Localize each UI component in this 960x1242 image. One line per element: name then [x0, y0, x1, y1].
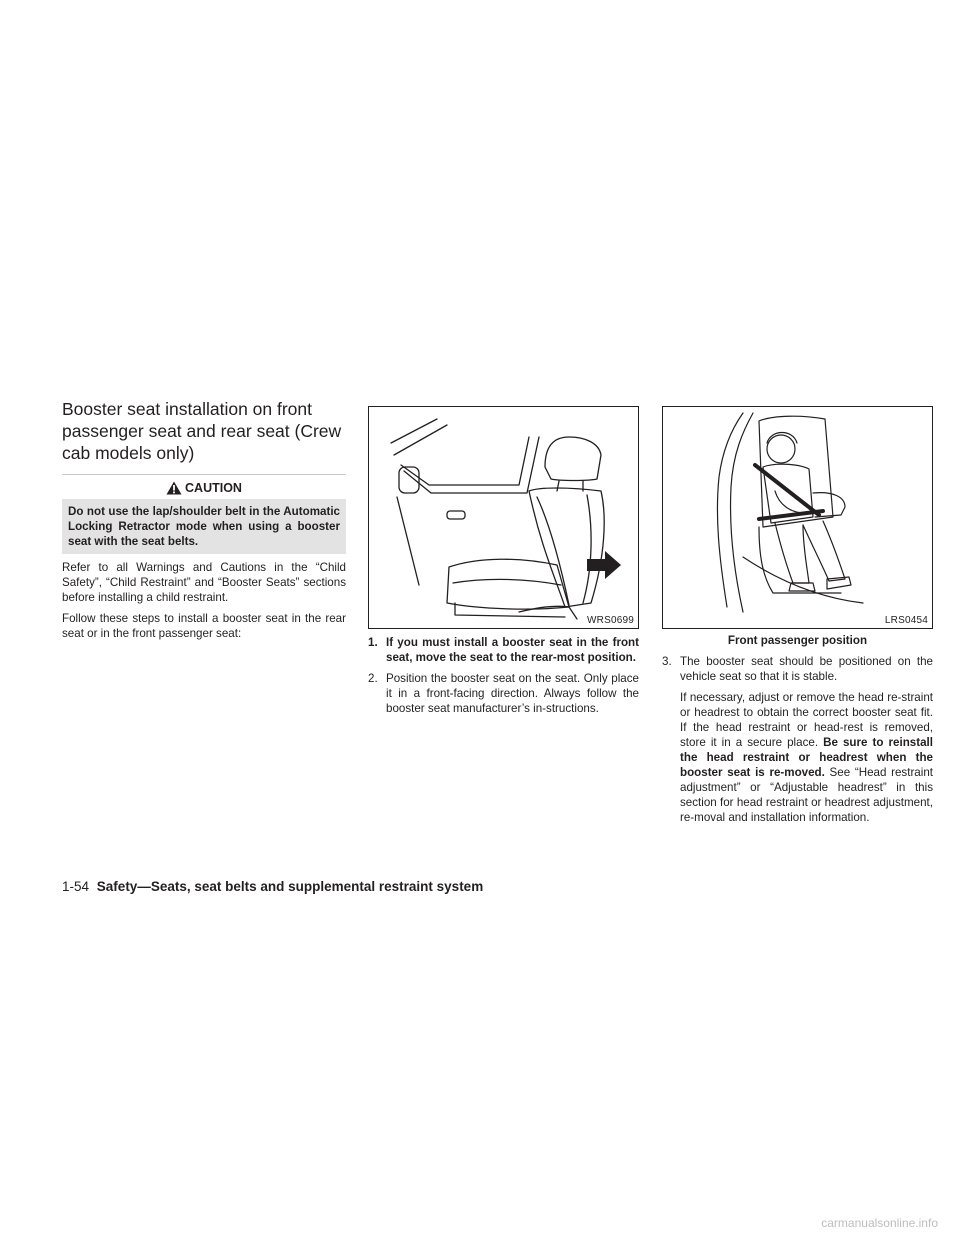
intro-paragraph-1: Refer to all Warnings and Cautions in the “Child Safety”, “Child Restraint” and “Booster Seats” sections before installing a child restraint. — [62, 561, 346, 604]
figure-booster-illustration — [662, 406, 933, 629]
title-line-2: passenger seat and rear seat (Crew — [62, 421, 342, 441]
step-1 — [368, 635, 639, 665]
caution-header — [62, 474, 346, 499]
middle-column — [368, 406, 639, 716]
section-title — [62, 398, 346, 464]
page-number: 1-54 — [62, 879, 90, 894]
left-column — [62, 398, 346, 641]
step-3-text: The booster seat should be positioned on the vehicle seat so that it is stable. — [680, 655, 933, 683]
title-line-3: cab models only) — [62, 443, 195, 463]
step-3-number: 3. — [662, 655, 672, 668]
caution-label: CAUTION — [185, 481, 242, 495]
front-seat-illustration — [369, 407, 638, 628]
figure-seat-illustration — [368, 406, 639, 629]
watermark: carmanualsonline.info — [821, 1216, 938, 1230]
intro-paragraph-2: Follow these steps to install a booster seat in the rear seat or in the front passenger seat: — [62, 612, 346, 640]
step-3 — [662, 654, 933, 684]
figure-caption: Front passenger position — [727, 634, 868, 647]
step-1-number: 1. — [368, 636, 378, 649]
warning-icon — [166, 481, 182, 495]
step-3-detail-text-a: If necessary, adjust or remove the head re-straint or headrest to obtain the correct booster seat fit. If the head restraint or head-rest is removed, store it in a secure place. — [680, 691, 933, 749]
step-1-text: If you must install a booster seat in the front seat, move the seat to the rear-most position. — [386, 636, 639, 664]
step-3-detail — [662, 690, 933, 825]
step-2-text: Position the booster seat on the seat. Only place it in a front-facing direction. Always follow the booster seat manufacturer’s in-structions. — [386, 672, 639, 715]
child-booster-seat-illustration — [663, 407, 932, 628]
figure-code: LRS0454 — [884, 615, 928, 626]
step-3-detail-bold: Be sure to reinstall the head restraint or headrest when the booster seat is re-moved. — [680, 736, 933, 779]
title-line-1: Booster seat installation on front — [62, 399, 313, 419]
page-footer — [62, 879, 483, 894]
footer-section-title: Safety—Seats, seat belts and supplemental restraint system — [96, 879, 484, 894]
caution-box — [62, 474, 346, 554]
step-2-number: 2. — [368, 672, 378, 685]
step-2 — [368, 671, 639, 716]
right-column — [662, 406, 933, 825]
figure-code: WRS0699 — [587, 615, 634, 626]
step-3-detail-text-b: See “Head restraint adjustment” or “Adjustable headrest” in this section for head restraint or headrest adjustment, re-moval and installation information. — [680, 766, 933, 824]
caution-text: Do not use the lap/shoulder belt in the Automatic Locking Retractor mode when using a booster seat with the seat belts. — [62, 499, 346, 554]
